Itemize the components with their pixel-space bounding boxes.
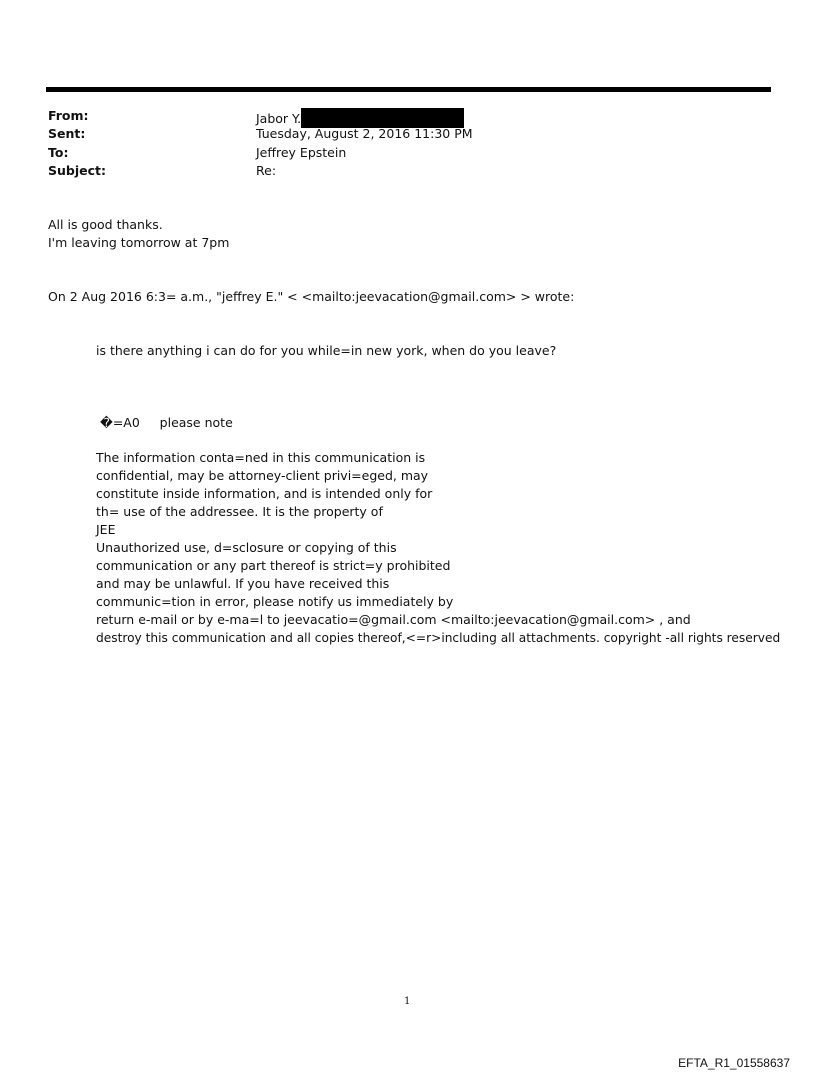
from-label: From:: [48, 108, 89, 123]
disclaimer-line: confidential, may be attorney-client privi=eged, may: [96, 468, 429, 483]
note-line: �=A0 please note: [100, 415, 233, 430]
disclaimer-line: The information conta=ned in this communication is: [96, 450, 426, 465]
sent-label: Sent:: [48, 126, 86, 141]
to-label: To:: [48, 145, 69, 160]
from-name: Jabor Y.: [256, 111, 302, 126]
disclaimer-line: destroy this communication and all copies thereof,<=r>including all attachments. copyright -all rights reserved: [96, 631, 781, 645]
quoted-message: is there anything i can do for you while=in new york, when do you leave?: [96, 343, 557, 358]
disclaimer-line: return e-mail or by e-ma=l to jeevacatio=@gmail.com <mailto:jeevacation@gmail.com> , and: [96, 612, 691, 627]
redaction-block: [301, 108, 464, 128]
page-number: 1: [404, 996, 411, 1007]
disclaimer-line: and may be unlawful. If you have received this: [96, 576, 390, 591]
document-id: EFTA_R1_01558637: [678, 1056, 790, 1070]
quote-intro: On 2 Aug 2016 6:3= a.m., "jeffrey E." < <mailto:jeevacation@gmail.com> > wrote:: [48, 289, 575, 304]
disclaimer-line: constitute inside information, and is intended only for: [96, 486, 433, 501]
from-value: [256, 108, 464, 128]
disclaimer-line: communication or any part thereof is strict=y prohibited: [96, 558, 451, 573]
disclaimer-line: JEE: [96, 522, 116, 537]
disclaimer-line: th= use of the addressee. It is the property of: [96, 504, 383, 519]
to-value: Jeffrey Epstein: [256, 145, 347, 160]
reply-line: All is good thanks.: [48, 217, 163, 232]
reply-line: I'm leaving tomorrow at 7pm: [48, 235, 230, 250]
subject-label: Subject:: [48, 163, 106, 178]
sent-value: Tuesday, August 2, 2016 11:30 PM: [256, 126, 473, 141]
disclaimer-line: Unauthorized use, d=sclosure or copying of this: [96, 540, 397, 555]
header-divider: [46, 87, 771, 92]
subject-value: Re:: [256, 163, 277, 178]
disclaimer-line: communic=tion in error, please notify us immediately by: [96, 594, 454, 609]
